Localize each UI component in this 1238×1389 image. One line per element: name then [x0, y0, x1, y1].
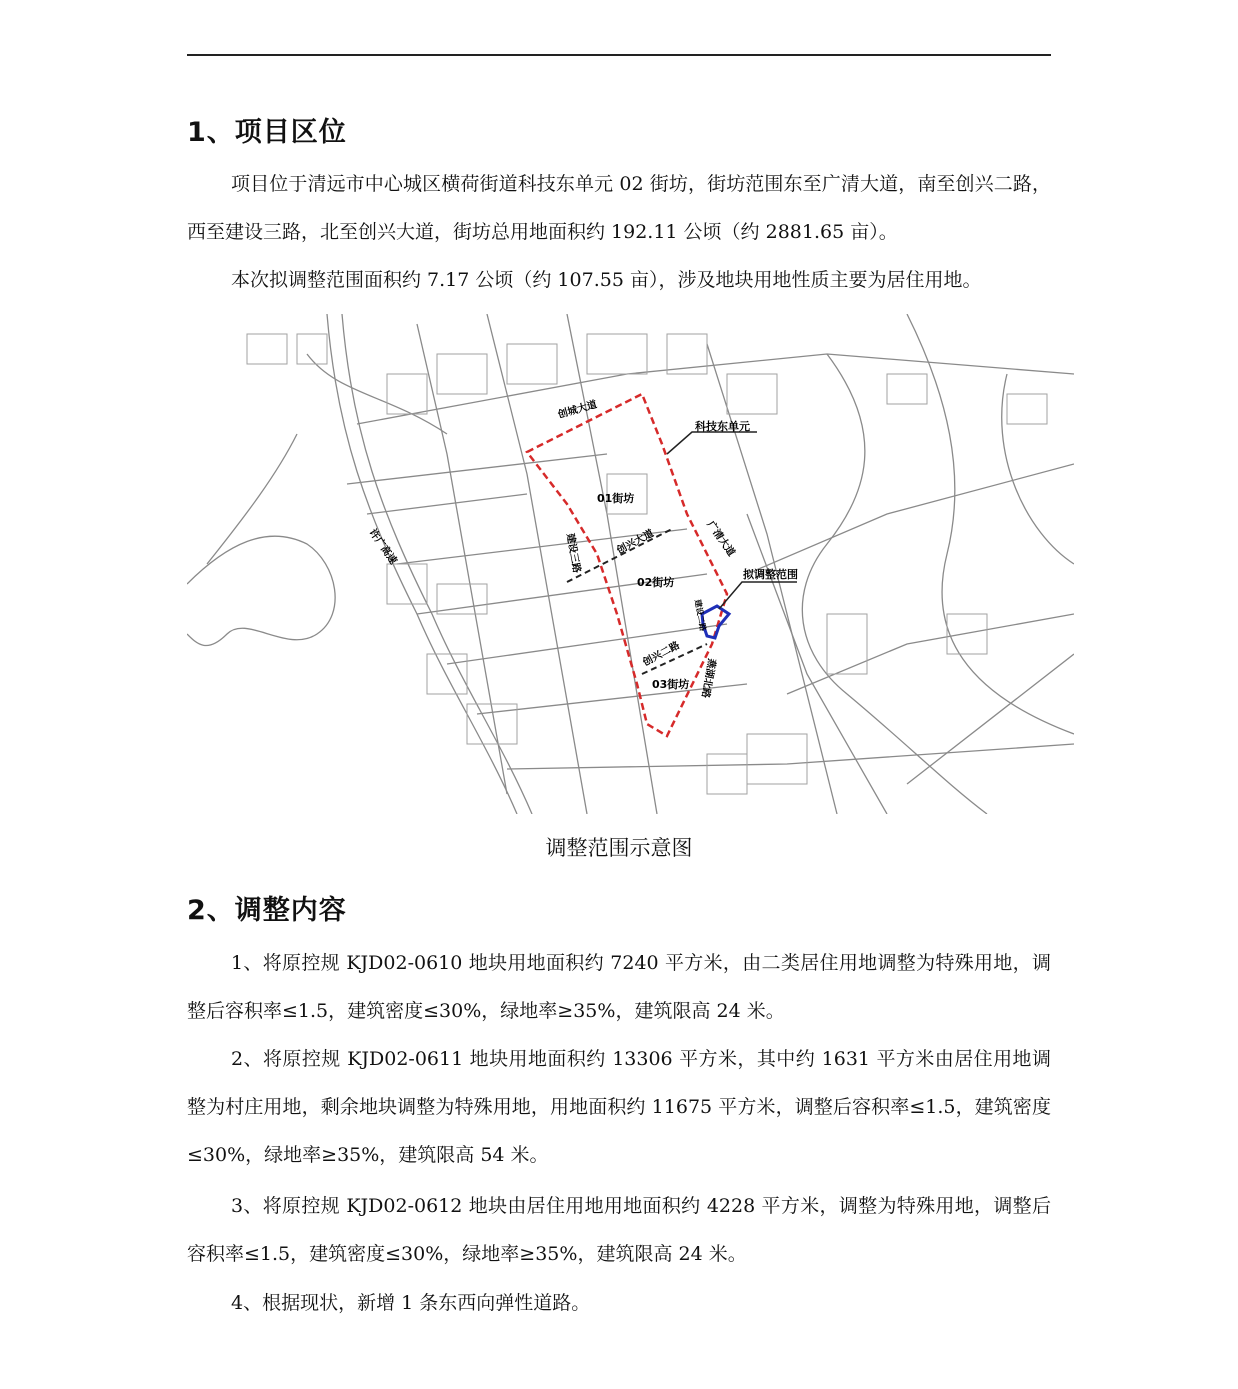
label-block01: 01街坊 — [597, 492, 635, 505]
section2-heading: 2、调整内容 — [187, 895, 347, 926]
section2-item-1: 1、将原控规 KJD02-0610 地块用地面积约 7240 平方米，由二类居住用地调整为特殊用地，调整后容积率≤1.5，建筑密度≤30%，绿地率≥35%，建筑限高 24 米。 — [187, 952, 1051, 1022]
section2-item-2: 2、将原控规 KJD02-0611 地块用地面积约 13306 平方米，其中约 1631 平方米由居住用地调整为村庄用地，剩余地块调整为特殊用地，用地面积约 11675 平方米，调整后容积率≤1.5，建筑密度≤30%，绿地率≥35%，建筑限高 54 米。 — [187, 1048, 1051, 1166]
label-road-yanhu: 燕湖北路 — [699, 657, 717, 699]
label-block02: 02街坊 — [637, 576, 675, 589]
label-unit-name: 科技东单元 — [695, 420, 750, 433]
label-block03: 03街坊 — [652, 678, 690, 691]
header-rule — [187, 54, 1051, 56]
label-road-jianshe3: 建设三路 — [564, 532, 582, 574]
label-highway: 许广高速 — [366, 527, 399, 567]
figure-caption: 调整范围示意图 — [545, 836, 693, 860]
label-road-chuangxing: 创兴大道 — [615, 528, 656, 557]
label-adjust-range: 拟调整范围 — [743, 568, 798, 581]
label-road-chuangxing2: 创兴二路 — [641, 640, 682, 669]
section1-para2: 本次拟调整范围面积约 7.17 公顷（约 107.55 亩），涉及地块用地性质主要为居住用地。 — [231, 269, 982, 291]
label-road-guangqing: 广清大道 — [704, 519, 737, 559]
label-road-north: 创城大道 — [556, 399, 599, 421]
section1-para1: 项目位于清远市中心城区横荷街道科技东单元 02 街坊，街坊范围东至广清大道，南至创兴二路，西至建设三路，北至创兴大道，街坊总用地面积约 192.11 公顷（约 2881.65 亩）。 — [187, 173, 1051, 243]
map-svg — [187, 314, 1074, 814]
section2-item-4: 4、根据现状，新增 1 条东西向弹性道路。 — [231, 1292, 591, 1314]
section1-heading: 1、项目区位 — [187, 117, 347, 148]
label-road-jianshe2: 建设二路 — [693, 598, 708, 632]
section2-item-3: 3、将原控规 KJD02-0612 地块由居住用地用地面积约 4228 平方米，调整为特殊用地，调整后容积率≤1.5，建筑密度≤30%，绿地率≥35%，建筑限高 24 米。 — [187, 1195, 1051, 1265]
location-map — [187, 314, 1074, 814]
